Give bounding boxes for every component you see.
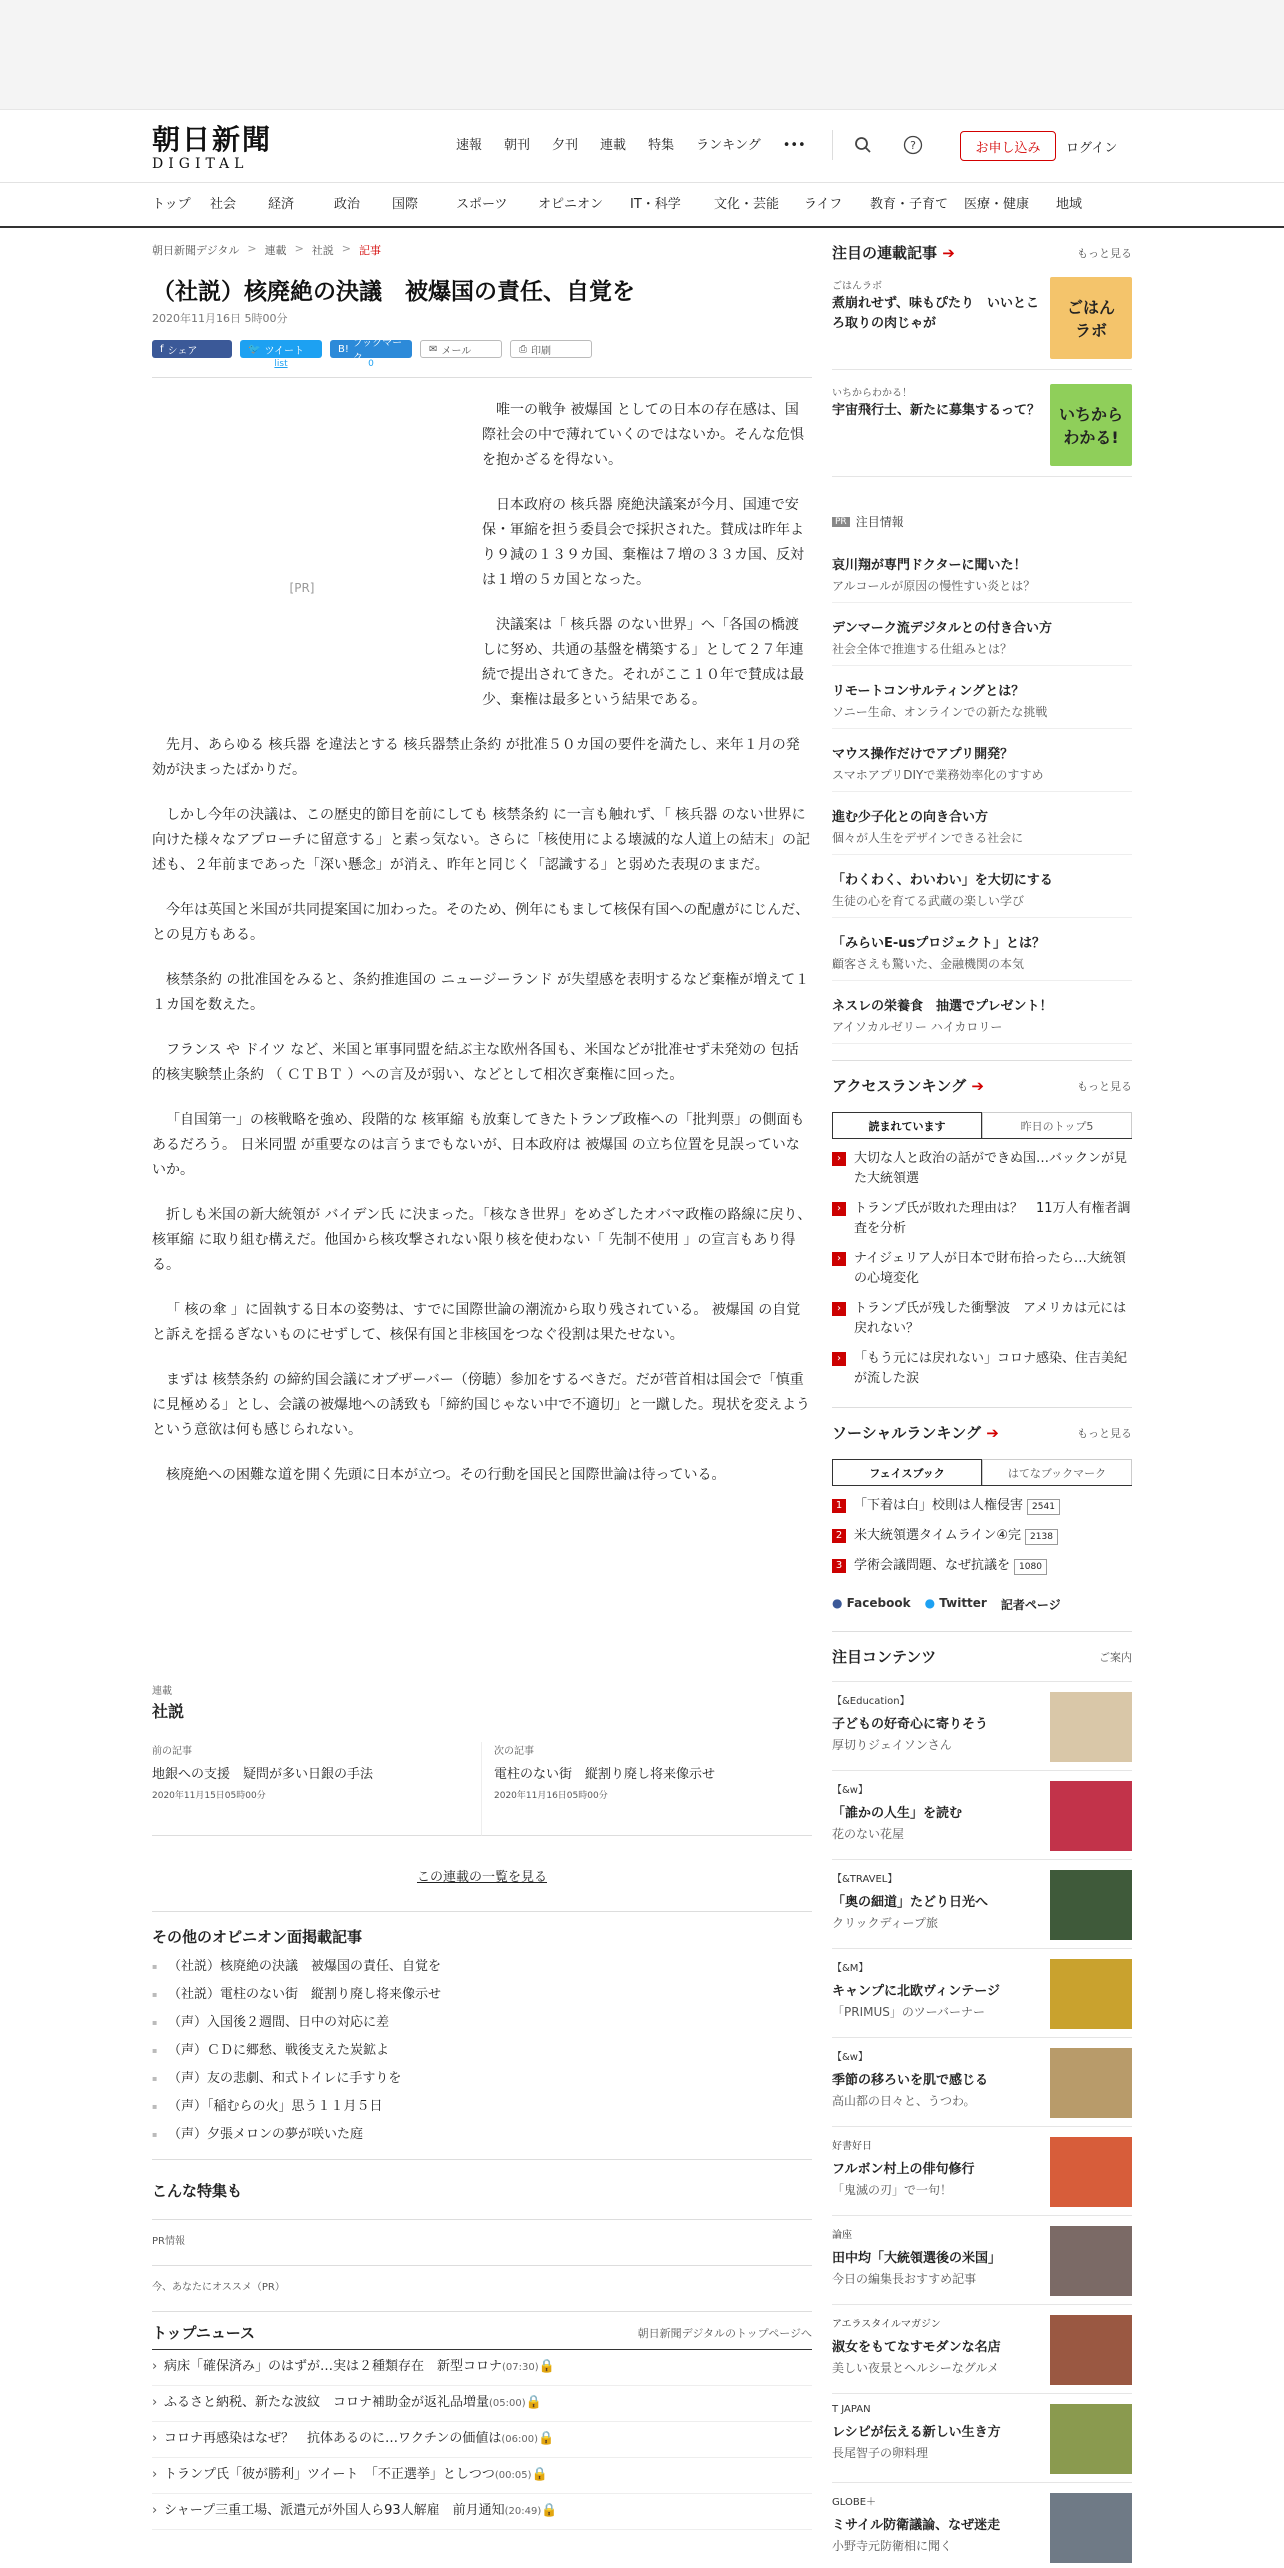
content-item[interactable] <box>832 1681 1132 1770</box>
divider <box>152 2265 812 2266</box>
opinion-item[interactable]: ▪ （声）ＣＤに郷愁、戦後支えた炭鉱よ <box>158 2037 812 2065</box>
pr-item-title[interactable]: 進む少子化との向き合い方 <box>832 810 989 825</box>
topnews-time: (07:30) <box>502 2362 539 2373</box>
topnews-item[interactable] <box>152 2350 812 2386</box>
content-category: GLOBE＋ <box>832 2497 877 2508</box>
content-title[interactable]: レシピが伝える新しい生き方 <box>832 2425 1001 2440</box>
content-text <box>832 2137 1042 2207</box>
article-paragraph: 日本政府の 核兵器 廃絶決議案が今月、国連で安保・軍縮を担う委員会で採択された。賛成は昨年より９減の１３９カ国、棄権は７増の３３カ国、反対は１増の５カ国となった。 <box>482 497 804 588</box>
opinion-item[interactable]: ▪ （声）夕張メロンの夢が咲いた庭 <box>158 2121 812 2149</box>
social-rank-text <box>854 1526 1058 1546</box>
pr-item-title[interactable]: 「みらいE-usプロジェクト」とは？ <box>832 936 1046 951</box>
opinion-item[interactable]: ▪ （社説）核廃絶の決議 被爆国の責任、自覚を <box>158 1953 812 1981</box>
content-thumbnail[interactable] <box>1050 2315 1132 2385</box>
content-item[interactable] <box>832 2304 1132 2393</box>
content-text <box>832 2404 1042 2474</box>
crumb-sep: > <box>247 242 257 255</box>
access-rank-item[interactable] <box>832 1349 1132 1389</box>
more-link[interactable]: もっと見る <box>1077 246 1132 260</box>
category-12[interactable]: 地域 <box>1056 197 1083 212</box>
category-0[interactable]: トップ <box>152 197 191 212</box>
topnews-time: (06:00) <box>501 2434 538 2445</box>
article-paragraph: 核禁条約 の批准国をみると、条約推進国の ニュージーランド が失望感を表明するなど棄権が増えて１１カ国を数えた。 <box>152 972 810 1013</box>
social-rank-item[interactable] <box>832 1526 1132 1546</box>
rank-title[interactable]: ナイジェリア人が日本で財布拾ったら…大統領の心境変化 <box>854 1251 1126 1286</box>
divider <box>152 2311 812 2312</box>
facebook-link[interactable]: ● Facebook <box>832 1596 911 1610</box>
content-title[interactable]: 季節の移ろいを肌で感じる <box>832 2073 989 2088</box>
pr-item[interactable] <box>832 855 1132 918</box>
crumb-shasetsu[interactable]: 社説 <box>311 244 334 257</box>
category-5[interactable]: スポーツ <box>456 197 508 212</box>
article-paragraph: 先月、あらゆる 核兵器 を違法とする 核兵器禁止条約 が批准５０カ国の要件を満たし、来年１月の発効が決まったばかりだ。 <box>152 737 800 778</box>
content-title[interactable]: 「誰かの人生」を読む <box>832 1806 963 1821</box>
access-rank-item[interactable] <box>832 1149 1132 1189</box>
nav-tokushu[interactable]: 特集 <box>648 138 675 153</box>
share-count: 2541 <box>1027 1499 1060 1515</box>
nav-yukan[interactable]: 夕刊 <box>552 138 579 153</box>
rank-number: › <box>832 1152 846 1166</box>
content-sub: 小野寺元防衛相に聞く <box>832 2539 953 2553</box>
mail-label: メール <box>441 345 472 357</box>
prev-label: 前の記事 <box>152 1746 192 1757</box>
article-paragraph: 折しも米国の新大統領が バイデン氏 に決まった。「核なき世界」をめざしたオバマ政権の路線に戻り、 核軍縮 に取り組む構えだ。他国から核攻撃されない限り核を使わない「 先制不使用 」の宣言もあり得る。 <box>152 1207 812 1273</box>
pr-item-sub: アルコールが原因の慢性すい炎とは？ <box>832 577 1132 603</box>
access-ranking-head: アクセスランキング <box>832 1077 967 1095</box>
content-text <box>832 2315 1042 2385</box>
content-thumbnail[interactable] <box>1050 2137 1132 2207</box>
content-category: アエラスタイルマガジン <box>832 2319 941 2330</box>
print-icon: ⎙ <box>519 343 527 355</box>
content-sub: 今日の編集長おすすめ記事 <box>832 2272 977 2286</box>
social-rank-text <box>854 1496 1060 1516</box>
top-nav <box>456 136 828 156</box>
twitter-share-button[interactable] <box>240 340 322 358</box>
crumb-current: 記事 <box>359 244 381 257</box>
category-nav <box>0 182 1284 228</box>
pr-item-sub: 社会全体で推進する仕組みとは？ <box>832 640 1132 666</box>
content-item[interactable] <box>832 1859 1132 1948</box>
pr-tag: PR <box>832 517 850 527</box>
next-label: 次の記事 <box>494 1746 534 1757</box>
content-category: 論座 <box>832 2230 852 2241</box>
tab-most-read[interactable]: 読まれています <box>832 1112 982 1138</box>
rank-title[interactable]: 大切な人と政治の話ができぬ国…バックンが見た大統領選 <box>854 1151 1128 1186</box>
content-sub: 「鬼滅の刃」で一句！ <box>832 2183 953 2197</box>
pr-item-title[interactable]: ネスレの栄養食 抽選でプレゼント！ <box>832 999 1053 1014</box>
tab-hatena[interactable]: はてなブックマーク <box>982 1459 1132 1485</box>
next-date: 2020年11月16日05時00分 <box>494 1791 608 1801</box>
content-category: T JAPAN <box>832 2404 871 2415</box>
topnews-time: (20:49) <box>504 2506 542 2517</box>
pr-item-title[interactable]: デンマーク流デジタルとの付き合い方 <box>832 621 1052 636</box>
pr-item-sub: 個々が人生をデザインできる社会に <box>832 829 1132 855</box>
content-item[interactable] <box>832 1948 1132 2037</box>
nav-more[interactable]: ••• <box>782 138 806 153</box>
pr-ad-box[interactable]: [PR] <box>289 580 315 595</box>
content-title[interactable]: 淑女をもてなすモダンな名店 <box>832 2340 1001 2355</box>
content-sub: 「PRIMUS」のツーバーナー <box>832 2005 986 2019</box>
topnews-item[interactable] <box>152 2494 812 2530</box>
arrow-right-icon: ➔ <box>942 244 955 262</box>
tw-label: ツイート <box>264 345 304 357</box>
article-paragraph: 決議案は「 核兵器 のない世界」へ「各国の橋渡しに努め、共通の基盤を構築する」として２７年連続で提出されてきた。それがここ１０年で賛成は最少、棄権は最多という結果である。 <box>482 617 804 708</box>
arrow-right-icon: ➔ <box>971 1077 984 1095</box>
content-text <box>832 1870 1042 1940</box>
pr-item-sub: アイソカルゼリー ハイカロリー <box>832 1018 1132 1044</box>
opinion-item[interactable]: ▪ （声）友の悲劇、和式トイレに手すりを <box>158 2065 812 2093</box>
content-category: 【&TRAVEL】 <box>832 1874 898 1885</box>
article-title: （社説）核廃絶の決議 被爆国の責任、自覚を <box>152 279 635 305</box>
category-2[interactable]: 経済 <box>268 197 295 212</box>
series-thumbnail[interactable]: ごはん ラボ <box>1050 277 1132 359</box>
pr-info-label: PR情報 <box>152 2236 185 2247</box>
print-label: 印刷 <box>531 345 551 357</box>
twitter-icon: ● <box>924 1596 936 1610</box>
see-series-list-link[interactable]: この連載の一覧を見る <box>416 1870 547 1885</box>
next-article[interactable] <box>482 1742 812 1836</box>
pr-item[interactable] <box>832 603 1132 666</box>
breadcrumb <box>152 242 812 258</box>
series-head: 注目の連載記事 <box>832 244 938 262</box>
content-title[interactable]: 「奥の細道」たどり日光へ <box>832 1895 989 1910</box>
category-6[interactable]: オピニオン <box>538 197 604 212</box>
help-icon[interactable] <box>900 132 926 158</box>
twitter-link[interactable]: ● Twitter <box>924 1596 987 1610</box>
series-item[interactable] <box>832 277 1132 370</box>
topnews-title[interactable]: トランプ氏「彼が勝利」ツイート 「不正選挙」としつつ <box>164 2467 495 2482</box>
article-main <box>152 242 812 2518</box>
lock-icon: 🔒 <box>525 2395 542 2410</box>
divider <box>152 2219 812 2220</box>
topnews-title[interactable]: ふるさと納税、新たな波紋 コロナ補助金が返礼品増量 <box>164 2395 490 2410</box>
sns-links <box>832 1596 1132 1613</box>
social-rank-item[interactable] <box>832 1556 1132 1576</box>
fb-label: シェア <box>167 345 198 357</box>
header-divider <box>832 130 833 160</box>
series-text <box>832 277 1050 359</box>
topnews-title[interactable]: シャープ三重工場、派遣元が外国人ら93人解雇 前月通知 <box>164 2503 505 2518</box>
rank-title[interactable]: トランプ氏が残した衝撃波 アメリカは元には戻れない？ <box>854 1301 1127 1336</box>
logo-main: 朝日新聞 <box>152 123 273 156</box>
pr-item[interactable] <box>832 666 1132 729</box>
svg-text:?: ? <box>910 139 916 152</box>
topnews-item[interactable] <box>152 2422 812 2458</box>
pr-item-sub: ソニー生命、オンラインでの新たな挑戦 <box>832 703 1132 729</box>
category-4[interactable]: 国際 <box>392 197 419 212</box>
share-counts <box>152 359 812 369</box>
prev-article[interactable] <box>152 1742 482 1836</box>
divider <box>152 377 812 378</box>
pr-item[interactable] <box>832 540 1132 603</box>
facebook-icon: ● <box>832 1596 843 1610</box>
pr-item-sub: 生徒の心を育てる武蔵の楽しい学び <box>832 892 1132 918</box>
rank-title[interactable]: 学術会議問題、なぜ抗議を <box>854 1558 1011 1573</box>
pr-item-sub: 顧客さえも驚いた、金融機関の本気 <box>832 955 1132 981</box>
share-count: 2138 <box>1025 1529 1058 1545</box>
content-thumbnail[interactable] <box>1050 2404 1132 2474</box>
login-link[interactable]: ログイン <box>1066 141 1118 156</box>
pr-item-title[interactable]: リモートコンサルティングとは？ <box>832 684 1025 699</box>
content-text <box>832 1692 1042 1762</box>
content-item[interactable] <box>832 2215 1132 2304</box>
crumb-rensai[interactable]: 連載 <box>264 244 287 257</box>
pr-item-sub: スマホアプリDIYで業務効率化のすすめ <box>832 766 1132 792</box>
rank-title[interactable]: 「もう元には戻れない」コロナ感染、住吉美紀が流した涙 <box>854 1351 1128 1386</box>
content-thumbnail[interactable] <box>1050 2226 1132 2296</box>
reporter-page-link[interactable]: 記者ページ <box>1000 1598 1061 1612</box>
content-thumbnail[interactable] <box>1050 1692 1132 1762</box>
facebook-share-button[interactable] <box>152 340 232 358</box>
article-date: 2020年11月16日 5時00分 <box>152 312 288 325</box>
series-text <box>832 384 1050 466</box>
article-paragraph: 唯一の戦争 被爆国 としての日本の存在感は、国際社会の中で薄れていくのではないか。そんな危惧を抱かざるを得ない。 <box>482 402 804 468</box>
content-thumbnail[interactable] <box>1050 1959 1132 2029</box>
opinion-item[interactable]: ▪ （声）「稲むらの火」思う１１月５日 <box>158 2093 812 2121</box>
divider <box>152 1911 812 1912</box>
guide-link[interactable]: ご案内 <box>1099 1650 1132 1664</box>
access-rank-item[interactable] <box>832 1249 1132 1289</box>
hatena-bookmark-button[interactable] <box>330 338 412 364</box>
content-category: 【&w】 <box>832 2052 868 2063</box>
category-3[interactable]: 政治 <box>334 197 361 212</box>
facebook-icon: f <box>160 343 164 355</box>
series-section <box>152 1682 812 2530</box>
pr-item[interactable] <box>832 918 1132 981</box>
category-10[interactable]: 教育・子育て <box>870 197 949 212</box>
content-item[interactable] <box>832 2393 1132 2482</box>
share-count: 1080 <box>1014 1559 1047 1575</box>
logo-sub: DIGITAL <box>152 156 249 172</box>
pr-item-title[interactable]: 「わくわく、わいわい」を大切にする <box>832 873 1053 888</box>
tab-facebook[interactable]: フェイスブック <box>832 1459 982 1485</box>
category-8[interactable]: 文化・芸能 <box>714 197 780 212</box>
prev-title[interactable]: 地銀への支援 疑問が多い日銀の手法 <box>152 1767 374 1782</box>
series-category: ごはんラボ <box>832 281 882 292</box>
pr-item-title[interactable]: 哀川翔が専門ドクターに聞いた！ <box>832 558 1027 573</box>
content-title[interactable]: キャンプに北欧ヴィンテージ <box>832 1984 1000 1999</box>
series-item[interactable] <box>832 384 1132 477</box>
rank-number: › <box>832 1252 846 1266</box>
tw-count[interactable]: list <box>274 359 288 369</box>
apply-button[interactable]: お申し込み <box>960 131 1056 161</box>
content-thumbnail[interactable] <box>1050 2493 1132 2563</box>
pr-head: 注目情報 <box>855 515 904 529</box>
article-paragraph: 今年は英国と米国が共同提案国に加わった。そのため、例年にもまして核保有国への配慮がにじんだ、との見方もある。 <box>152 902 810 943</box>
pr-item[interactable] <box>832 792 1132 855</box>
topnews-time: (05:00) <box>489 2398 526 2409</box>
content-text <box>832 2226 1042 2296</box>
top-ad-area <box>0 0 1284 110</box>
content-title[interactable]: フルボン村上の俳句修行 <box>832 2162 975 2177</box>
nav-choukan[interactable]: 朝刊 <box>504 138 531 153</box>
content-sub: 花のない花屋 <box>832 1827 905 1841</box>
content-sub: 美しい夜景とヘルシーなグルメ <box>832 2361 999 2375</box>
article-paragraph: しかし今年の決議は、この歴史的節目を前にしても 核禁条約 に一言も触れず、「 核兵器 のない世界に向けた様々なアプローチに留意する」と素っ気ない。さらに「核使用による壊滅的な人道上の結末」の記述も、２年前まであった「深い懸念」が消え、昨年と同じく「認識する」と弱めた表現のままだ。 <box>152 807 810 873</box>
crumb-sep: > <box>341 242 351 255</box>
features-title: こんな特集も <box>152 2182 243 2200</box>
content-thumbnail[interactable] <box>1050 2048 1132 2118</box>
crumb-sep: > <box>294 242 304 255</box>
rank-number: 3 <box>832 1559 846 1573</box>
content-item[interactable] <box>832 1770 1132 1859</box>
topnews-time: (00:05) <box>494 2470 532 2481</box>
lock-icon: 🔒 <box>538 2359 555 2374</box>
search-icon[interactable] <box>850 132 876 158</box>
logo[interactable] <box>152 124 282 172</box>
divider <box>152 2159 812 2160</box>
category-11[interactable]: 医療・健康 <box>964 197 1030 212</box>
hb-label: ブックマーク <box>352 338 403 364</box>
topnews-link[interactable]: 朝日新聞デジタルのトップページへ <box>637 2326 812 2340</box>
topnews-title[interactable]: コロナ再感染はなぜ？ 抗体あるのに…ワクチンの価値は <box>164 2431 502 2446</box>
article-paragraph: まずは 核禁条約 の締約国会議にオブザーバー（傍聴）参加をするべきだ。だが菅首相は国会で「慎重に見極める」とし、会議の被爆地への誘致も「締約国じゃない中で不適切」と一蹴した。現状を変えようという意欲は何も感じられない。 <box>152 1372 810 1438</box>
next-title[interactable]: 電柱のない街 縦割り廃し将来像示せ <box>494 1767 716 1782</box>
opinion-title: その他のオピニオン面掲載記事 <box>152 1928 363 1946</box>
content-item[interactable] <box>832 2126 1132 2215</box>
content-sub: クリックディープ旅 <box>832 1916 938 1930</box>
content-title[interactable]: 子どもの好奇心に寄りそう <box>832 1717 989 1732</box>
social-rank-text <box>854 1556 1047 1576</box>
opinion-item[interactable]: ▪ （社説）電柱のない街 縦割り廃し将来像示せ <box>158 1981 812 2009</box>
rank-number: 2 <box>832 1529 846 1543</box>
prev-date: 2020年11月15日05時00分 <box>152 1791 266 1801</box>
lock-icon: 🔒 <box>541 2503 558 2518</box>
pr-item-title[interactable]: マウス操作だけでアプリ開発？ <box>832 747 1014 762</box>
article-body <box>152 398 812 1488</box>
topnews-title[interactable]: 病床「確保済み」のはずが…実は２種類存在 新型コロナ <box>164 2359 503 2374</box>
more-link[interactable]: もっと見る <box>1077 1079 1132 1093</box>
content-text <box>832 2493 1042 2563</box>
print-button[interactable] <box>510 340 592 358</box>
crumb-home[interactable]: 朝日新聞デジタル <box>152 244 240 257</box>
content-thumbnail[interactable] <box>1050 1781 1132 1851</box>
content-head: 注目コンテンツ <box>832 1648 937 1666</box>
article-paragraph: 「 核の傘 」に固執する日本の姿勢は、すでに国際世論の潮流から取り残されている。 被爆国 の自覚と訴えを揺るぎないものにせずして、核保有国と非核国をつなぐ役割は果たせない。 <box>152 1302 801 1343</box>
content-category: 好書好日 <box>832 2141 872 2152</box>
arrow-right-icon: ➔ <box>986 1424 999 1442</box>
nav-ranking[interactable]: ランキング <box>696 138 761 153</box>
site-header <box>0 110 1284 182</box>
category-7[interactable]: IT・科学 <box>630 197 681 212</box>
article-paragraph: 「自国第一」の核戦略を強め、段階的な 核軍縮 も放棄してきたトランプ政権への「批判票」の側面もあるだろう。 日米同盟 が重要なのは言うまでもないが、日本政府は 被爆国 の立ち位置を見誤っていないか。 <box>152 1112 805 1178</box>
nav-rensai[interactable]: 連載 <box>600 138 627 153</box>
series-title[interactable]: 煮崩れせず、味もぴたり いいところ取りの肉じゃが <box>832 296 1039 331</box>
hb-count[interactable]: 0 <box>368 359 374 369</box>
content-text <box>832 1781 1042 1851</box>
twitter-icon: 🐦 <box>248 343 261 355</box>
category-9[interactable]: ライフ <box>804 197 843 212</box>
lock-icon: 🔒 <box>531 2467 548 2482</box>
series-label: 連載 <box>152 1686 172 1697</box>
content-item[interactable] <box>832 2037 1132 2126</box>
article-paragraph: 核廃絶への困難な道を開く先頭に日本が立つ。その行動を国民と国際世論は待っている。 <box>166 1467 726 1483</box>
pr-item[interactable] <box>832 729 1132 792</box>
tab-yesterday-top5[interactable]: 昨日のトップ5 <box>982 1112 1132 1138</box>
topnews-item[interactable] <box>152 2386 812 2422</box>
more-link[interactable]: もっと見る <box>1077 1426 1132 1440</box>
content-category: 【&M】 <box>832 1963 869 1974</box>
series-pager <box>152 1742 812 1836</box>
content-sub: 厚切りジェイソンさん <box>832 1738 952 1752</box>
topnews-item[interactable] <box>152 2458 812 2494</box>
category-1[interactable]: 社会 <box>210 197 237 212</box>
mail-icon: ✉ <box>429 343 438 355</box>
rank-title[interactable]: トランプ氏が敗れた理由は？ 11万人有権者調査を分析 <box>854 1201 1131 1236</box>
nav-sokuho[interactable]: 速報 <box>456 138 483 153</box>
rank-number: 1 <box>832 1499 846 1513</box>
lock-icon: 🔒 <box>537 2431 555 2446</box>
series-category: いちからわかる！ <box>832 388 912 399</box>
content-thumbnail[interactable] <box>1050 1870 1132 1940</box>
series-thumbnail[interactable]: いちから わかる! <box>1050 384 1132 466</box>
series-title[interactable]: 宇宙飛行士、新たに募集するって？ <box>832 403 1041 418</box>
content-category: 【&Education】 <box>832 1696 910 1707</box>
rank-title[interactable]: 米大統領選タイムライン④完 <box>854 1528 1022 1543</box>
article-paragraph: フランス や ドイツ など、米国と軍事同盟を結ぶ主な欧州各国も、米国などが批准せず未発効の 包括的核実験禁止条約 （ ＣＴＢＴ ）への言及が弱い、などとして相次ぎ棄権に回った。 <box>152 1042 799 1083</box>
rank-number: › <box>832 1302 846 1316</box>
rank-number: › <box>832 1352 846 1366</box>
opinion-item[interactable]: ▪ （声）入国後２週間、日中の対応に差 <box>158 2009 812 2037</box>
content-sub: 高山都の日々と、うつわ。 <box>832 2094 976 2108</box>
rank-number: › <box>832 1202 846 1216</box>
social-ranking-head: ソーシャルランキング <box>832 1424 981 1442</box>
content-sub: 長尾智子の卵料理 <box>832 2446 929 2460</box>
content-item[interactable] <box>832 2482 1132 2568</box>
content-title[interactable]: ミサイル防衛議論、なぜ迷走 <box>832 2518 1001 2533</box>
sidebar <box>832 242 1132 2568</box>
social-rank-item[interactable] <box>832 1496 1132 1516</box>
recommend-label: 今、あなたにオススメ（PR） <box>152 2282 285 2293</box>
content-text <box>832 2048 1042 2118</box>
content-title[interactable]: 田中均「大統領選後の米国」 <box>832 2251 1002 2266</box>
pr-item[interactable] <box>832 981 1132 1044</box>
access-rank-item[interactable] <box>832 1299 1132 1339</box>
hatena-icon: B! <box>338 343 349 355</box>
content-category: 【&w】 <box>832 1785 868 1796</box>
series-name[interactable]: 社説 <box>152 1702 185 1721</box>
topnews-title: トップニュース <box>152 2324 256 2342</box>
content-text <box>832 1959 1042 2029</box>
mail-button[interactable] <box>420 340 502 358</box>
rank-title[interactable]: 「下着は白」校則は人権侵害 <box>854 1498 1024 1513</box>
access-rank-item[interactable] <box>832 1199 1132 1239</box>
